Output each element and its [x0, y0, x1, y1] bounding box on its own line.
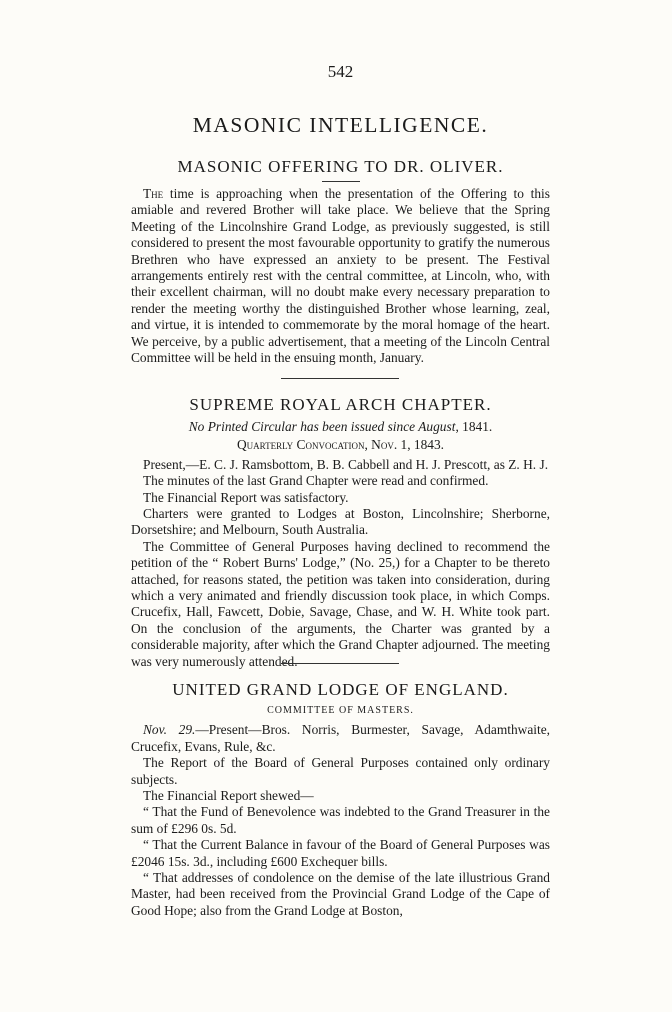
lodge-present [131, 722, 550, 755]
section-divider [281, 663, 399, 664]
notice-year: , 1841. [455, 419, 493, 434]
section-royal-arch [131, 395, 550, 670]
section-title-royal-arch: SUPREME ROYAL ARCH CHAPTER. [189, 395, 492, 414]
lodge-addresses: “ That addresses of condolence on the demise of the late illustrious Grand Master, had been received from the Provincial Grand Lodge of the Cape of Good Hope; also from the Grand Lodge at Boston, [131, 870, 550, 918]
lodge-balance: “ That the Current Balance in favour of the Board of General Purposes was £2046 15s. 3d., including £600 Exchequer bills. [131, 837, 550, 869]
lodge-report: The Report of the Board of General Purposes contained only ordinary subjects. [131, 755, 550, 787]
offering-lead-word: The [143, 186, 164, 201]
offering-body: time is approaching when the presentation of the Offering to this amiable and revered Brother will take place. We believe that the Spring Meeting of the Lincolnshire Grand Lodge, as previously suggested, is still considered to present the most favourable opportunity to gratify the numerous Brethren who have expressed an anxiety to be present. The Festival arrangements entirely rest with the central committee, at Lincoln, who, with their excellent chairman, will no doubt make every necessary preparation to render the meeting worthy the distinguished Brother whose learning, zeal, and virtue, it is intended to commemorate by the moral homage of the heart. We perceive, by a public advertisement, that a meeting of the Lincoln Central Committee will be held in the ensuing month, January. [131, 186, 550, 366]
chapter-present: Present,—E. C. J. Ramsbottom, B. B. Cabbell and H. J. Prescott, as Z. H. J. [143, 456, 549, 472]
lodge-financial: The Financial Report shewed— [143, 788, 314, 804]
section-title-grand-lodge: UNITED GRAND LODGE OF ENGLAND. [172, 680, 509, 699]
section-masonic-offering [131, 157, 550, 366]
chapter-charters: Charters were granted to Lodges at Boston, Lincolnshire; Sherborne, Dorsetshire; and Melbourn, South Australia. [131, 506, 550, 538]
chapter-minutes: The minutes of the last Grand Chapter were read and confirmed. [143, 473, 489, 489]
meeting-date: Nov. 29. [143, 722, 196, 738]
title-rule [322, 181, 360, 182]
present-list: —Present—Bros. Norris, Burmester, Savage, Adamthwaite, Crucefix, Evans, Rule, &c. [131, 722, 550, 754]
committee-subtitle: COMMITTEE OF MASTERS. [267, 705, 414, 716]
notice-month: August [418, 419, 456, 434]
offering-paragraph [131, 186, 550, 366]
section-title-offering: MASONIC OFFERING TO DR. OLIVER. [177, 157, 504, 176]
main-title: MASONIC INTELLIGENCE. [192, 113, 489, 137]
chapter-committee: The Committee of General Purposes having declined to recommend the petition of the “ Robert Burns' Lodge,” (No. 25,) for a Chapter to be thereto attached, for reasons stated, the petition was taken into consideration, during which a very animated and friendly discussion took place, in which Comps. Crucefix, Hall, Fawcett, Dobie, Savage, Chase, and W. H. White took part. On the conclusion of the arguments, the Charter was granted by a considerable majority, after which the Grand Chapter adjourned. The meeting was very numerously attended. [131, 538, 550, 669]
notice-text: No Printed Circular has been issued since [188, 419, 416, 434]
section-divider [281, 378, 399, 379]
chapter-financial: The Financial Report was satisfactory. [143, 489, 349, 505]
section-grand-lodge [131, 680, 550, 919]
circular-notice [131, 419, 550, 435]
lodge-benevolence: “ That the Fund of Benevolence was indebted to the Grand Treasurer in the sum of £296 0s. 5d. [131, 804, 550, 836]
convocation-line: Quarterly Convocation, Nov. 1, 1843. [236, 437, 445, 453]
page-number: 542 [327, 62, 354, 81]
